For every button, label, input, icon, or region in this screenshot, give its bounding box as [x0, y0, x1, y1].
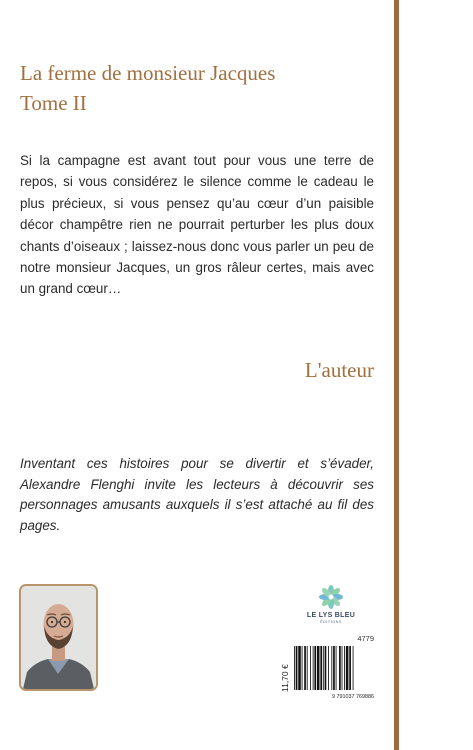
barcode-bar	[310, 646, 311, 690]
lotus-flower-icon	[318, 584, 344, 610]
barcode-bar	[304, 646, 306, 690]
barcode-bar	[298, 646, 301, 690]
isbn-barcode	[292, 644, 374, 700]
book-title-line: La ferme de monsieur Jacques	[20, 61, 276, 85]
barcode-bar	[331, 646, 332, 690]
book-title	[20, 58, 380, 118]
barcode-bar	[323, 646, 324, 690]
barcode-bar	[349, 646, 351, 690]
barcode-bar	[328, 646, 329, 690]
book-volume: Tome II	[20, 91, 87, 115]
barcode-bar	[333, 646, 335, 690]
publisher-name: LE LYS BLEU	[306, 612, 356, 619]
barcode-bar	[336, 646, 337, 690]
barcode-bar	[314, 646, 316, 690]
author-photo	[19, 584, 98, 691]
barcode-bar	[342, 646, 343, 690]
book-price: 11,70 €	[280, 664, 290, 692]
book-blurb: Si la campagne est avant tout pour vous une terre de repos, si vous considérez le silence comme le cadeau le plus précieux, si vous pensez qu’au cœur d’un paisible décor champêtre rien ne pourrait perturber les plus doux chants d’oiseaux ; laissez-nous donc vous parler un peu de notre monsieur Jacques, un gros râleur certes, mais avec un grand cœur…	[20, 153, 374, 297]
barcode-bar	[346, 646, 349, 690]
isbn-digits: 9 791037 769886	[332, 694, 374, 700]
barcode-bar	[317, 646, 320, 690]
barcode-bar	[294, 646, 295, 690]
publisher-subtitle: ÉDITIONS	[320, 620, 342, 624]
barcode-bar	[313, 646, 314, 690]
author-heading: L'auteur	[304, 358, 374, 382]
barcode-bar	[344, 646, 345, 690]
barcode-bar	[353, 646, 354, 690]
barcode-bar	[307, 646, 308, 690]
publisher-logo	[292, 584, 370, 624]
barcode-bar	[325, 646, 327, 690]
book-code: 4779	[357, 634, 374, 643]
barcode-bar	[320, 646, 322, 690]
barcode-bar	[296, 646, 298, 690]
barcode-bar	[302, 646, 303, 690]
author-portrait-icon	[21, 586, 96, 689]
author-bio: Inventant ces histoires pour se divertir et s’évader, Alexandre Flenghi invite les lecteurs à découvrir ses personnages amusants auxquels il s’est attaché au fil des pages.	[20, 456, 374, 533]
book-spine-edge	[394, 0, 399, 750]
barcode-bar	[339, 646, 341, 690]
